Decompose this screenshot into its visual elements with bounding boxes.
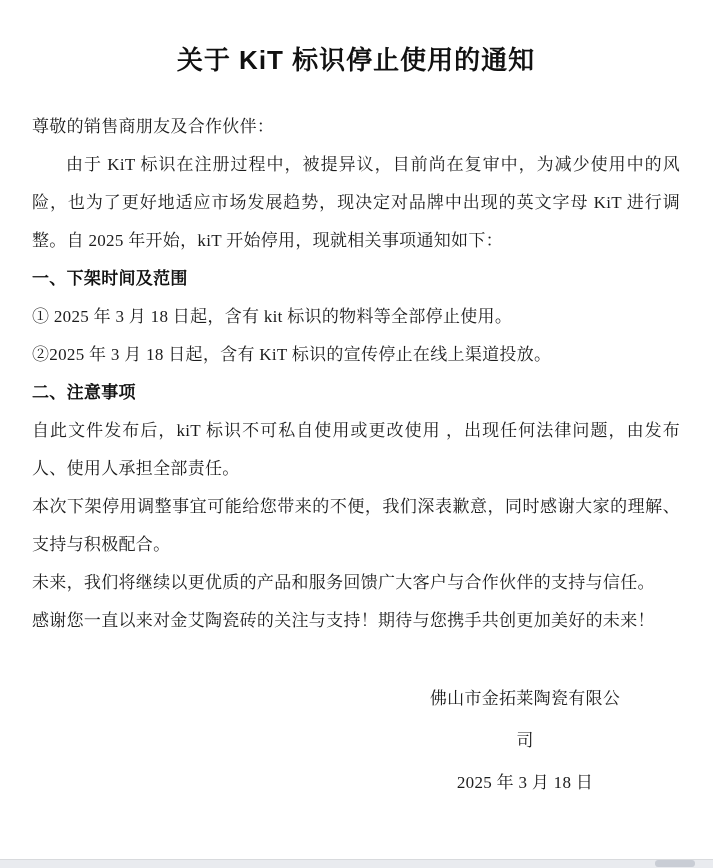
section-1-item-2: ②2025 年 3 月 18 日起，含有 KiT 标识的宣传停止在线上渠道投放。: [32, 345, 552, 364]
document-title: 关于 KiT 标识停止使用的通知: [176, 45, 536, 75]
section-2-heading: 二、注意事项: [32, 383, 136, 402]
intro-paragraph: 由于 KiT 标识在注册过程中，被提异议，目前尚在复审中，为减少使用中的风险，也为了更好地适应市场发展趋势，现决定对品牌中出现的英文字母 KiT 进行调整。自 2025 年开始，kiT 开始停用，现就相关事项通知如下：: [32, 155, 680, 250]
section-1-item-1: ① 2025 年 3 月 18 日起，含有 kit 标识的物料等全部停止使用。: [32, 307, 513, 326]
salutation: 尊敬的销售商朋友及合作伙伴：: [32, 117, 275, 136]
document-body: [32, 108, 680, 804]
notice-document: [32, 45, 680, 804]
scrollbar-thumb[interactable]: [655, 860, 695, 867]
section-2-paragraph-2: 本次下架停用调整事宜可能给您带来的不便，我们深表歉意，同时感谢大家的理解、支持与积极配合。: [32, 497, 680, 554]
section-2-paragraph-3: 未来，我们将继续以更优质的产品和服务回馈广大客户与合作伙伴的支持与信任。: [32, 573, 655, 592]
section-2-paragraph-1: 自此文件发布后，kiT 标识不可私自使用或更改使用 ，出现任何法律问题，由发布人、使用人承担全部责任。: [32, 421, 680, 478]
horizontal-scrollbar[interactable]: [0, 859, 713, 868]
company-name: 佛山市金拓莱陶瓷有限公司: [429, 689, 621, 750]
section-2-paragraph-4: 感谢您一直以来对金艾陶瓷砖的关注与支持！期待与您携手共创更加美好的未来！: [32, 611, 655, 630]
signature-block: [425, 678, 625, 804]
signature-date: 2025 年 3 月 18 日: [456, 773, 594, 792]
section-1-heading: 一、下架时间及范围: [32, 269, 188, 288]
